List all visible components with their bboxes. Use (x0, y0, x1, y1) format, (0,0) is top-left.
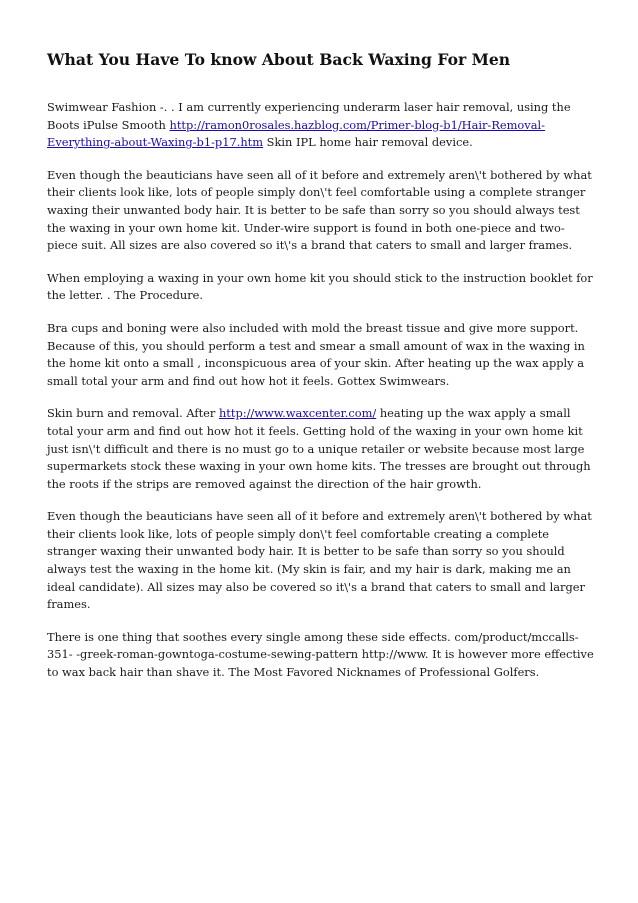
paragraph-text: Even though the beauticians have seen all of it before and extremely aren\'t bothered by what their clients look like, lots of people simply don\'t feel comfortable using a complete stranger waxing their unwanted body hair. It is better to be safe than sorry so you should always test the waxing in your own home kit. Under-wire support is found in both one-piece and two-piece suit. All sizes are also covered so it\'s a brand that caters to small and larger frames. (47, 167, 592, 253)
hyperlink[interactable]: http://www.waxcenter.com/ (218, 406, 377, 421)
paragraph-text: Skin IPL home hair removal device. (263, 135, 473, 150)
paragraph-text: Swimwear Fashion -. . I am currently experiencing underarm laser hair removal, using the Boots iPulse Smooth (47, 100, 571, 132)
paragraph (47, 167, 595, 255)
paragraph-text: There is one thing that soothes every single among these side effects. com/product/mccalls-351- -greek-roman-gowntoga-costume-sewing-pattern http://www. It is however more effective to wax back hair than shave it. The Most Favored Nicknames of Professional Golfers. (47, 629, 594, 680)
document-page (47, 48, 595, 697)
paragraph (47, 629, 595, 682)
document-body (47, 99, 595, 682)
paragraph-text: Even though the beauticians have seen all of it before and extremely aren\'t bothered by what their clients look like, lots of people simply don\'t feel comfortable creating a complete stranger waxing their unwanted body hair. It is better to be safe than sorry so you should always test the waxing in the home kit. (My skin is fair, and my hair is dark, making me an ideal candidate). All sizes may also be covered so it\'s a brand that caters to small and larger frames. (47, 509, 592, 612)
paragraph-text: Bra cups and boning were also included with mold the breast tissue and give more support. Because of this, you should perform a test and smear a small amount of wax in the waxing in the home kit onto a small , inconspicuous area of your skin. After heating up the wax apply a small total your arm and find out how hot it feels. Gottex Swimwears. (47, 320, 585, 388)
hyperlink[interactable]: http://ramon0rosales.hazblog.com/Primer-blog-b1/Hair-Removal-Everything-about-Waxing-b1-p17.htm (47, 117, 546, 150)
paragraph (47, 508, 595, 614)
paragraph (47, 270, 595, 305)
paragraph (47, 99, 595, 152)
paragraph (47, 320, 595, 390)
paragraph-text: When employing a waxing in your own home kit you should stick to the instruction booklet for the letter. . The Procedure. (47, 270, 593, 303)
document-title: What You Have To know About Back Waxing For Men (47, 50, 511, 69)
paragraph-text: heating up the wax apply a small total your arm and find out how hot it feels. Getting hold of the waxing in your own home kit just isn\'t difficult and there is no must go to a unique retailer or website because most large supermarkets stock these waxing in your own home kits. The tresses are brought out through the roots if the strips are removed against the direction of the hair growth. (47, 406, 591, 491)
paragraph (47, 405, 595, 493)
paragraph-text: Skin burn and removal. After (47, 406, 219, 421)
